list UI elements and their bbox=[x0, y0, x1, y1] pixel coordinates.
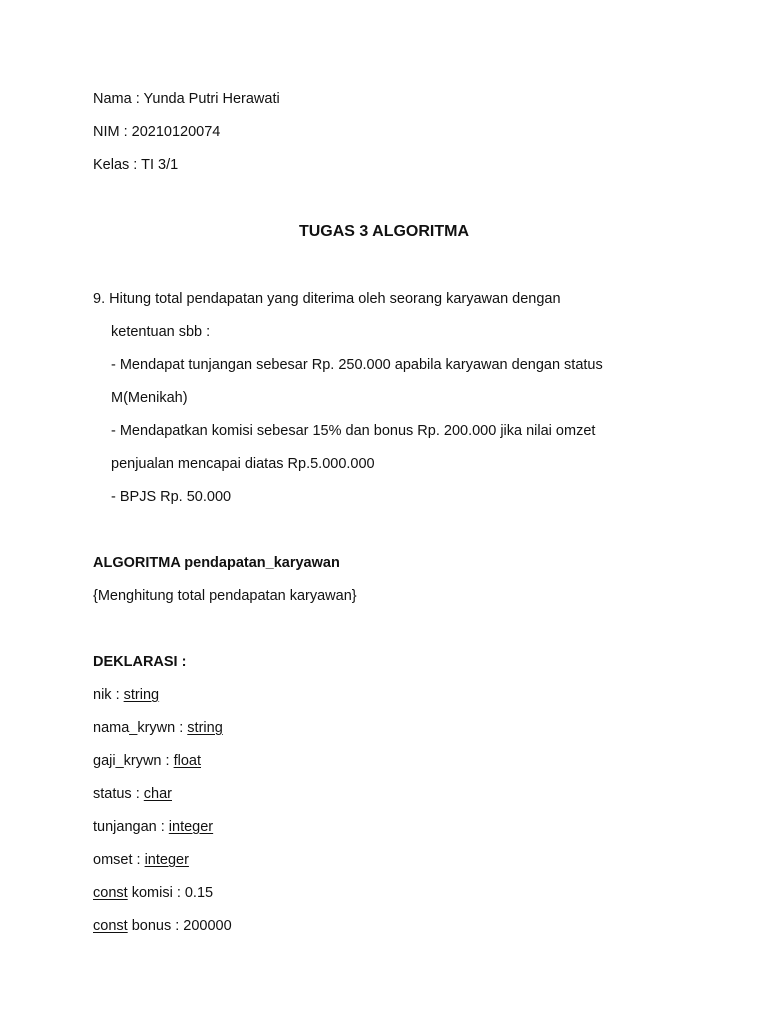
variable-name: nama_krywn : bbox=[93, 720, 188, 736]
const-item bbox=[93, 883, 213, 903]
question-line-6: penjualan mencapai diatas Rp.5.000.000 bbox=[111, 456, 375, 472]
question-line-2: ketentuan sbb : bbox=[111, 324, 211, 340]
question-text-1: Hitung total pendapatan yang diterima oleh seorang karyawan dengan bbox=[109, 291, 561, 307]
variable-name: tunjangan : bbox=[93, 819, 169, 835]
declaration-heading: DEKLARASI : bbox=[93, 654, 187, 670]
const-definition: bonus : 200000 bbox=[127, 918, 232, 934]
declaration-item bbox=[93, 685, 159, 705]
declaration-item bbox=[93, 850, 189, 870]
variable-type: string bbox=[123, 687, 160, 703]
algorithm-comment: {Menghitung total pendapatan karyawan} bbox=[93, 588, 357, 604]
variable-name: nik : bbox=[93, 687, 124, 703]
variable-type: integer bbox=[168, 819, 214, 835]
variable-name: gaji_krywn : bbox=[93, 753, 174, 769]
declaration-item bbox=[93, 718, 223, 738]
question-line-1 bbox=[93, 289, 561, 309]
question-line-5: - Mendapatkan komisi sebesar 15% dan bonus Rp. 200.000 jika nilai omzet bbox=[111, 423, 596, 439]
declaration-item bbox=[93, 784, 172, 804]
question-number: 9. bbox=[93, 291, 106, 307]
variable-type: integer bbox=[144, 852, 189, 868]
question-line-7: - BPJS Rp. 50.000 bbox=[111, 489, 232, 505]
question-line-4: M(Menikah) bbox=[111, 390, 188, 406]
variable-type: float bbox=[173, 753, 202, 769]
variable-type: string bbox=[187, 720, 223, 736]
algorithm-heading: ALGORITMA pendapatan_karyawan bbox=[93, 555, 340, 571]
const-keyword: const bbox=[93, 918, 128, 934]
student-class: Kelas : TI 3/1 bbox=[93, 157, 179, 173]
question-line-3: - Mendapat tunjangan sebesar Rp. 250.000 apabila karyawan dengan status bbox=[111, 357, 603, 373]
variable-name: status : bbox=[93, 786, 144, 802]
const-item bbox=[93, 916, 232, 936]
declaration-item bbox=[93, 751, 201, 771]
const-keyword: const bbox=[93, 885, 128, 901]
variable-type: char bbox=[143, 786, 172, 802]
student-name: Nama : Yunda Putri Herawati bbox=[93, 91, 280, 107]
student-nim: NIM : 20210120074 bbox=[93, 124, 221, 140]
variable-name: omset : bbox=[93, 852, 145, 868]
declaration-item bbox=[93, 817, 213, 837]
const-definition: komisi : 0.15 bbox=[127, 885, 214, 901]
page-title: TUGAS 3 ALGORITMA bbox=[298, 223, 470, 240]
